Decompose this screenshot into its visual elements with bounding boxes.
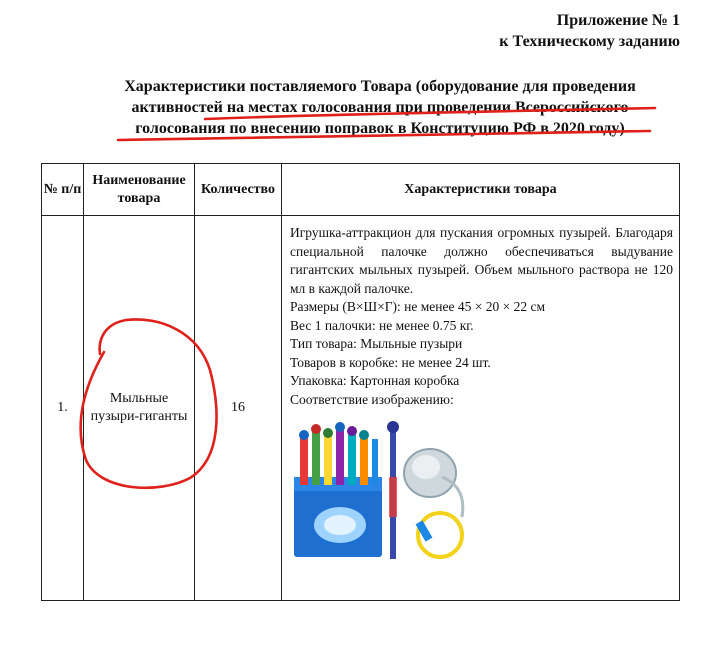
table-header-row xyxy=(42,164,680,216)
row-number: 1. xyxy=(42,216,84,601)
appendix-reference: к Техническому заданию xyxy=(499,33,680,50)
title-line-2: активностей на местах голосования при проведении Всероссийского xyxy=(131,99,629,116)
char-size: Размеры (В×Ш×Г): не менее 45 × 20 × 22 см xyxy=(290,299,545,314)
header-characteristics: Характеристики товара xyxy=(282,164,680,216)
header-quantity: Количество xyxy=(195,164,282,216)
char-type: Тип товара: Мыльные пузыри xyxy=(290,336,463,351)
single-wand-image xyxy=(387,421,399,559)
char-packing: Упаковка: Картонная коробка xyxy=(290,373,460,388)
product-characteristics xyxy=(282,216,680,601)
title-line-3: голосования по внесению поправок в Конституцию РФ в 2020 году) xyxy=(135,120,625,137)
wand-box-image xyxy=(294,422,382,557)
product-name: Мыльные пузыри-гиганты xyxy=(84,216,195,601)
product-photo xyxy=(292,417,472,567)
char-per-box: Товаров в коробке: не менее 24 шт. xyxy=(290,354,491,370)
title-line-1: Характеристики поставляемого Товара (оборудование для проведения xyxy=(124,78,636,95)
header-name: Наименование товара xyxy=(84,164,195,216)
header-number: № п/п xyxy=(42,164,84,216)
char-description: Игрушка-аттракцион для пускания огромных пузырей. Благодаря специальной палочке должно обеспечиваться выдувание гигантских мыльных пузырей. Объем мыльного раствора не 120 мл в каждой палочке. xyxy=(290,225,673,296)
char-image-match: Соответствие изображению: xyxy=(290,391,454,407)
table-row xyxy=(42,216,680,601)
appendix-header xyxy=(499,10,680,52)
bubble-tray-image xyxy=(404,449,463,557)
product-quantity: 16 xyxy=(195,216,282,601)
char-weight: Вес 1 палочки: не менее 0.75 кг. xyxy=(290,317,474,333)
specification-table xyxy=(41,163,680,601)
document-title xyxy=(90,76,670,139)
appendix-number: Приложение № 1 xyxy=(556,12,680,29)
